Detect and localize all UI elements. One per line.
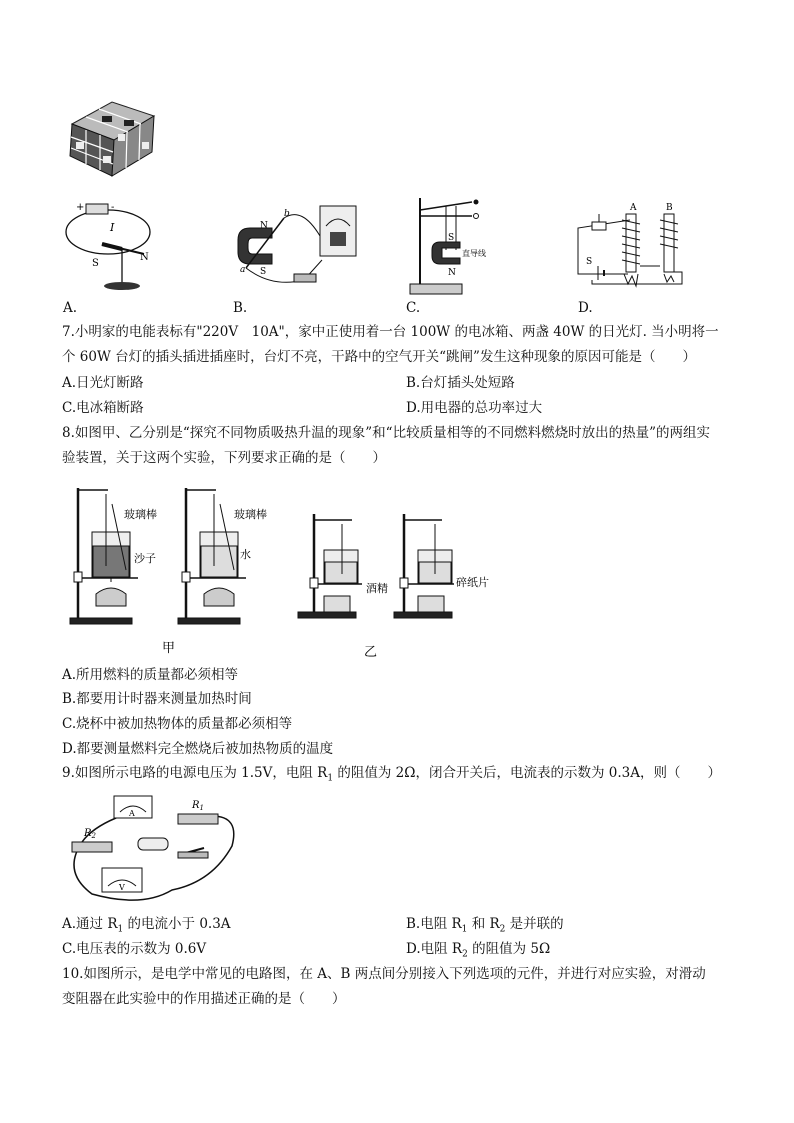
label-yi: 乙 bbox=[364, 645, 378, 660]
q9-option-a: A.通过 $R_1$ 的电流小于 0.3A bbox=[62, 916, 231, 935]
q8-option-c: C.烧杯中被加热物体的质量都必须相等 bbox=[62, 716, 293, 732]
q9-stem: 9.如图所示电路的电源电压为 1.5V，电阻 $R_1$ 的阻值为 2Ω，闭合开关后，电流表的示数为 0.3A，则（ ） bbox=[62, 765, 721, 784]
magnet-n-label: N bbox=[260, 221, 268, 231]
q8-option-a: A.所用燃料的质量都必须相等 bbox=[62, 667, 239, 683]
option-a-label: A. bbox=[63, 300, 78, 316]
ammeter-a-label: A bbox=[129, 809, 135, 818]
q9-option-c: C.电压表的示数为 0.6V bbox=[62, 941, 207, 957]
option-b-label: B. bbox=[233, 300, 248, 316]
plus-label: + bbox=[76, 202, 85, 213]
voltmeter-v-label: V bbox=[119, 883, 125, 892]
label-jia: 甲 bbox=[162, 641, 176, 656]
q9-option-d: D.电阻 $R_2$ 的阻值为 5Ω bbox=[406, 941, 551, 960]
glass-rod-label-1: 玻璃棒 bbox=[124, 508, 157, 521]
straight-wire-label: 直导线 bbox=[462, 249, 486, 258]
alcohol-label: 酒精 bbox=[366, 582, 388, 595]
magnet-n-label: N bbox=[448, 268, 456, 278]
q8-option-d: D.都要测量燃料完全燃烧后被加热物质的温度 bbox=[62, 741, 334, 757]
q7-stem-line1: 7.小明家的电能表标有"220V 10A"，家中正使用着一台 100W 的电冰箱、两盏 40W 的日光灯. 当小明将一 bbox=[62, 324, 719, 340]
magnet-b-label: B bbox=[666, 203, 673, 213]
paper-scraps-label: 碎纸片 bbox=[456, 576, 489, 589]
minus-label: - bbox=[111, 202, 115, 213]
figure-c-motor bbox=[406, 190, 496, 298]
q7-option-c: C.电冰箱断路 bbox=[62, 400, 144, 416]
figure-d-electromagnets bbox=[572, 200, 692, 294]
apparatus-yi-1 bbox=[298, 514, 362, 618]
r2-label: $R_2$ bbox=[84, 828, 96, 840]
q10-stem-line2: 变阻器在此实验中的作用描述正确的是（ ） bbox=[62, 991, 346, 1007]
current-label: I bbox=[110, 221, 115, 234]
option-c-label: C. bbox=[406, 300, 421, 316]
option-d-label: D. bbox=[578, 300, 593, 316]
magnet-s-label: S bbox=[448, 233, 455, 243]
wire-b-label: b bbox=[284, 209, 290, 219]
q10-stem-line1: 10.如图所示，是电学中常见的电路图，在 A、B 两点间分别接入下列选项的元件，并进行对应实验，对滑动 bbox=[62, 966, 706, 982]
apparatus-yi-2 bbox=[394, 514, 454, 618]
q9-option-b: B.电阻 $R_1$ 和 $R_2$ 是并联的 bbox=[406, 916, 564, 935]
q7-option-a: A.日光灯断路 bbox=[62, 375, 144, 391]
magnet-s-label: S bbox=[260, 267, 267, 277]
sand-label: 沙子 bbox=[134, 552, 156, 565]
q8-stem-line2: 验装置，关于这两个实验，下列要求正确的是（ ） bbox=[62, 450, 386, 466]
glass-rod-label-2: 玻璃棒 bbox=[234, 508, 267, 521]
q7-option-b: B.台灯插头处短路 bbox=[406, 375, 515, 391]
q8-apparatus-figure bbox=[62, 474, 702, 662]
south-label: S bbox=[92, 258, 99, 269]
r1-label: $R_1$ bbox=[192, 800, 204, 812]
figure-a-oersted bbox=[62, 196, 172, 294]
wire-a-label: a bbox=[240, 265, 246, 275]
rubik-cube-photo bbox=[62, 94, 158, 178]
switch-s-label: S bbox=[586, 257, 593, 267]
water-label: 水 bbox=[240, 548, 251, 561]
q9-circuit-figure bbox=[62, 786, 242, 910]
q7-stem-line2: 个 60W 台灯的插头插进插座时，台灯不亮，干路中的空气开关“跳闸”发生这种现象的原因可能是（ ） bbox=[62, 349, 696, 365]
q8-stem-line1: 8.如图甲、乙分别是“探究不同物质吸热升温的现象”和“比较质量相等的不同燃料燃烧时放出的热量”的两组实 bbox=[62, 425, 710, 441]
q8-option-b: B.都要用计时器来测量加热时间 bbox=[62, 691, 252, 707]
figure-b-generator bbox=[232, 196, 362, 292]
north-label: N bbox=[140, 252, 149, 263]
magnet-a-label: A bbox=[630, 203, 637, 213]
q7-option-d: D.用电器的总功率过大 bbox=[406, 400, 543, 416]
